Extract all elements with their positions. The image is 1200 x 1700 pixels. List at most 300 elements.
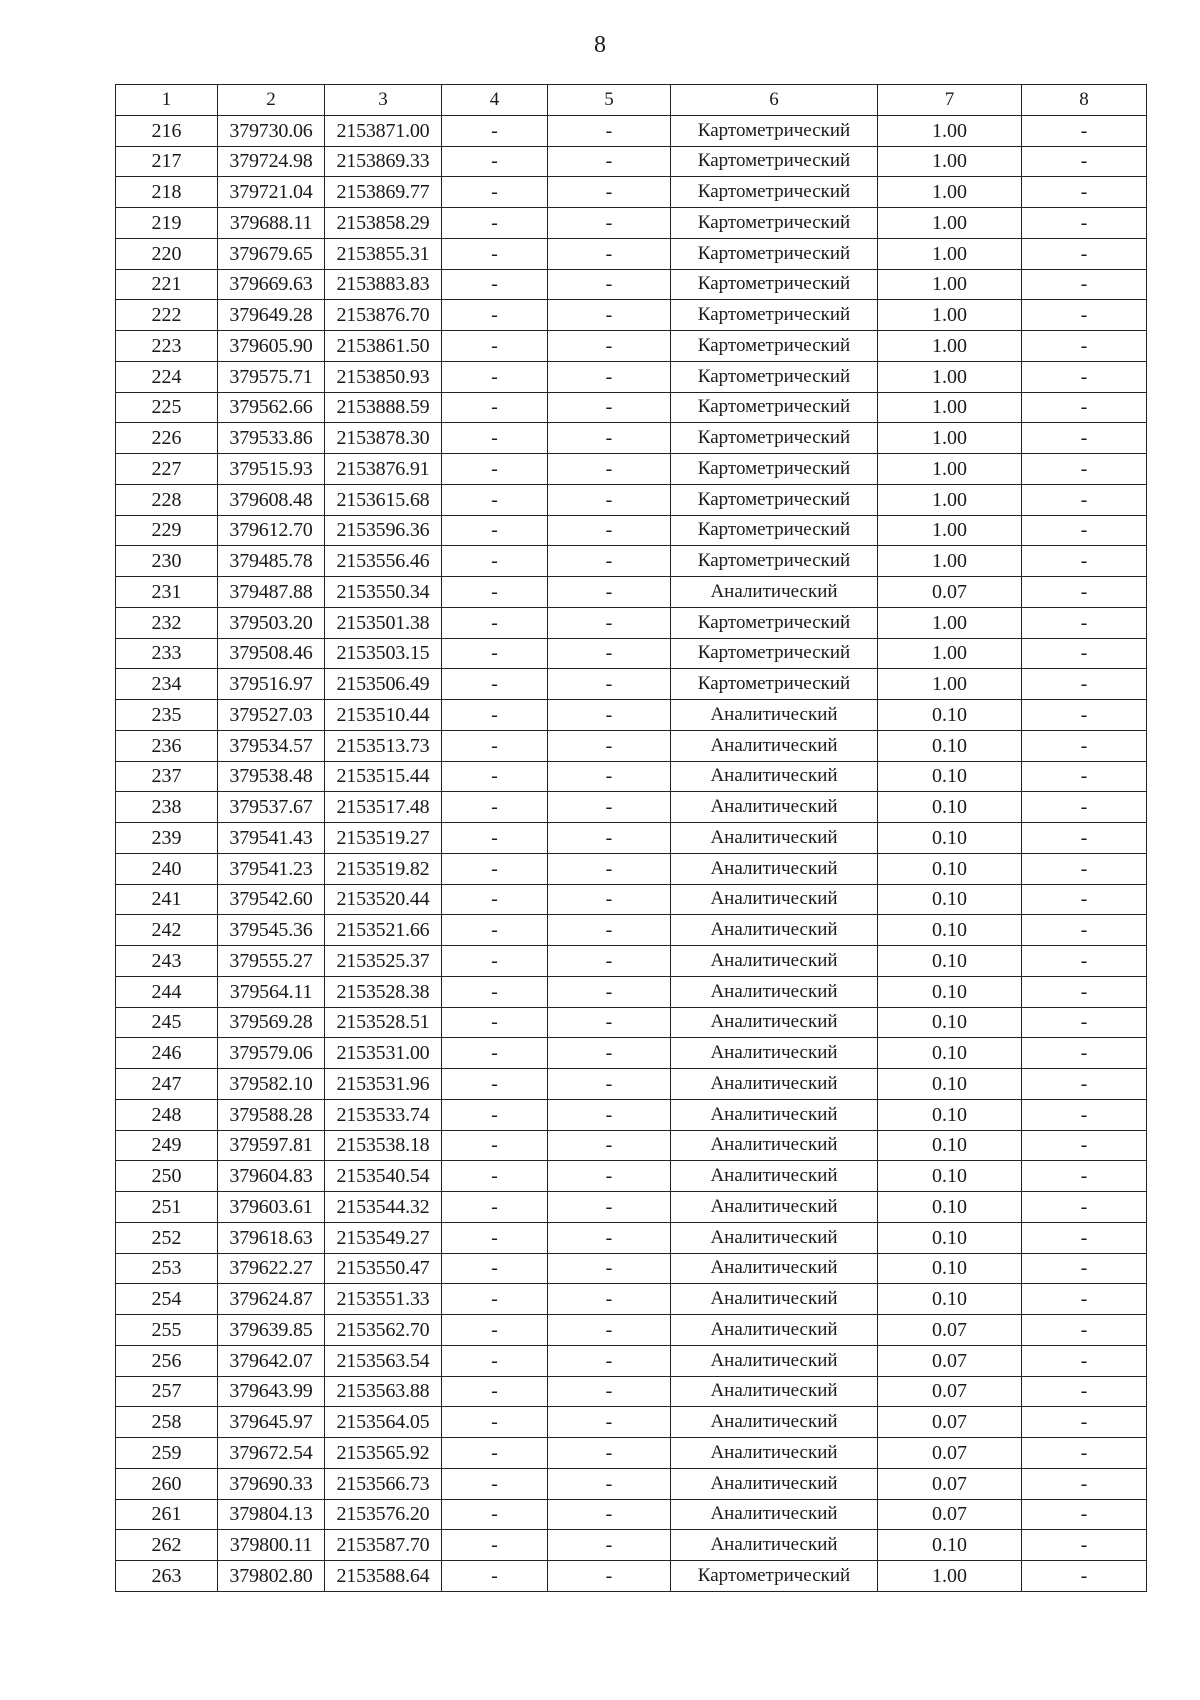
column-8-cell: - [1022, 331, 1147, 362]
point-number-cell: 218 [116, 177, 218, 208]
table-row [116, 1561, 1147, 1592]
column-header-7: 7 [878, 85, 1022, 116]
column-4-cell: - [442, 577, 548, 608]
table-row [116, 1376, 1147, 1407]
table-row [116, 1192, 1147, 1223]
method-cell: Аналитический [671, 1468, 878, 1499]
table-row [116, 1038, 1147, 1069]
x-coordinate-cell: 379639.85 [218, 1315, 325, 1346]
x-coordinate-cell: 379582.10 [218, 1069, 325, 1100]
page-number: 8 [594, 32, 606, 58]
column-5-cell: - [548, 1284, 671, 1315]
accuracy-cell: 0.10 [878, 1530, 1022, 1561]
column-4-cell: - [442, 1222, 548, 1253]
method-cell: Картометрический [671, 1561, 878, 1592]
table-row [116, 515, 1147, 546]
column-4-cell: - [442, 1253, 548, 1284]
table-row [116, 884, 1147, 915]
accuracy-cell: 1.00 [878, 146, 1022, 177]
column-8-cell: - [1022, 423, 1147, 454]
point-number-cell: 242 [116, 915, 218, 946]
accuracy-cell: 0.07 [878, 1345, 1022, 1376]
table-row [116, 1222, 1147, 1253]
column-8-cell: - [1022, 823, 1147, 854]
column-4-cell: - [442, 915, 548, 946]
point-number-cell: 256 [116, 1345, 218, 1376]
column-8-cell: - [1022, 1561, 1147, 1592]
method-cell: Картометрический [671, 177, 878, 208]
y-coordinate-cell: 2153563.54 [325, 1345, 442, 1376]
point-number-cell: 224 [116, 361, 218, 392]
column-4-cell: - [442, 1069, 548, 1100]
column-5-cell: - [548, 792, 671, 823]
column-5-cell: - [548, 515, 671, 546]
column-4-cell: - [442, 761, 548, 792]
accuracy-cell: 1.00 [878, 238, 1022, 269]
table-row [116, 1161, 1147, 1192]
column-8-cell: - [1022, 115, 1147, 146]
y-coordinate-cell: 2153876.91 [325, 454, 442, 485]
method-cell: Аналитический [671, 976, 878, 1007]
column-5-cell: - [548, 638, 671, 669]
column-4-cell: - [442, 1561, 548, 1592]
y-coordinate-cell: 2153538.18 [325, 1130, 442, 1161]
table-row [116, 607, 1147, 638]
x-coordinate-cell: 379487.88 [218, 577, 325, 608]
x-coordinate-cell: 379537.67 [218, 792, 325, 823]
x-coordinate-cell: 379730.06 [218, 115, 325, 146]
x-coordinate-cell: 379516.97 [218, 669, 325, 700]
column-4-cell: - [442, 1376, 548, 1407]
column-5-cell: - [548, 1192, 671, 1223]
column-5-cell: - [548, 1038, 671, 1069]
method-cell: Аналитический [671, 577, 878, 608]
table-row [116, 1284, 1147, 1315]
column-8-cell: - [1022, 976, 1147, 1007]
method-cell: Картометрический [671, 484, 878, 515]
x-coordinate-cell: 379503.20 [218, 607, 325, 638]
method-cell: Картометрический [671, 269, 878, 300]
column-5-cell: - [548, 546, 671, 577]
column-4-cell: - [442, 1315, 548, 1346]
point-number-cell: 243 [116, 946, 218, 977]
column-4-cell: - [442, 269, 548, 300]
y-coordinate-cell: 2153566.73 [325, 1468, 442, 1499]
table-row [116, 761, 1147, 792]
point-number-cell: 244 [116, 976, 218, 1007]
column-5-cell: - [548, 1561, 671, 1592]
x-coordinate-cell: 379643.99 [218, 1376, 325, 1407]
table-row [116, 1099, 1147, 1130]
column-5-cell: - [548, 1130, 671, 1161]
column-4-cell: - [442, 392, 548, 423]
column-header-4: 4 [442, 85, 548, 116]
column-5-cell: - [548, 1315, 671, 1346]
method-cell: Картометрический [671, 546, 878, 577]
x-coordinate-cell: 379721.04 [218, 177, 325, 208]
y-coordinate-cell: 2153551.33 [325, 1284, 442, 1315]
point-number-cell: 258 [116, 1407, 218, 1438]
column-8-cell: - [1022, 853, 1147, 884]
table-row [116, 423, 1147, 454]
table-row [116, 1345, 1147, 1376]
column-4-cell: - [442, 730, 548, 761]
accuracy-cell: 0.10 [878, 1222, 1022, 1253]
accuracy-cell: 0.07 [878, 1315, 1022, 1346]
column-5-cell: - [548, 915, 671, 946]
column-4-cell: - [442, 1130, 548, 1161]
y-coordinate-cell: 2153565.92 [325, 1438, 442, 1469]
table-row [116, 331, 1147, 362]
column-4-cell: - [442, 423, 548, 454]
y-coordinate-cell: 2153556.46 [325, 546, 442, 577]
point-number-cell: 239 [116, 823, 218, 854]
method-cell: Картометрический [671, 361, 878, 392]
table-row [116, 1253, 1147, 1284]
column-5-cell: - [548, 853, 671, 884]
table-row [116, 361, 1147, 392]
table-row [116, 1407, 1147, 1438]
table-row [116, 976, 1147, 1007]
column-8-cell: - [1022, 1192, 1147, 1223]
point-number-cell: 219 [116, 208, 218, 239]
point-number-cell: 229 [116, 515, 218, 546]
column-4-cell: - [442, 853, 548, 884]
method-cell: Аналитический [671, 761, 878, 792]
accuracy-cell: 1.00 [878, 484, 1022, 515]
point-number-cell: 245 [116, 1007, 218, 1038]
column-8-cell: - [1022, 915, 1147, 946]
method-cell: Аналитический [671, 1315, 878, 1346]
x-coordinate-cell: 379545.36 [218, 915, 325, 946]
point-number-cell: 221 [116, 269, 218, 300]
point-number-cell: 254 [116, 1284, 218, 1315]
method-cell: Аналитический [671, 1407, 878, 1438]
column-5-cell: - [548, 607, 671, 638]
column-8-cell: - [1022, 1222, 1147, 1253]
column-4-cell: - [442, 208, 548, 239]
column-5-cell: - [548, 577, 671, 608]
method-cell: Картометрический [671, 607, 878, 638]
column-5-cell: - [548, 1530, 671, 1561]
x-coordinate-cell: 379575.71 [218, 361, 325, 392]
y-coordinate-cell: 2153888.59 [325, 392, 442, 423]
accuracy-cell: 0.07 [878, 1468, 1022, 1499]
accuracy-cell: 0.10 [878, 823, 1022, 854]
accuracy-cell: 0.10 [878, 946, 1022, 977]
accuracy-cell: 0.10 [878, 1284, 1022, 1315]
point-number-cell: 222 [116, 300, 218, 331]
accuracy-cell: 0.10 [878, 792, 1022, 823]
accuracy-cell: 1.00 [878, 454, 1022, 485]
y-coordinate-cell: 2153517.48 [325, 792, 442, 823]
table-row [116, 484, 1147, 515]
table-row [116, 1468, 1147, 1499]
column-5-cell: - [548, 1345, 671, 1376]
table-row [116, 454, 1147, 485]
column-8-cell: - [1022, 1315, 1147, 1346]
point-number-cell: 237 [116, 761, 218, 792]
column-4-cell: - [442, 238, 548, 269]
y-coordinate-cell: 2153588.64 [325, 1561, 442, 1592]
column-8-cell: - [1022, 792, 1147, 823]
method-cell: Аналитический [671, 1161, 878, 1192]
y-coordinate-cell: 2153533.74 [325, 1099, 442, 1130]
column-5-cell: - [548, 823, 671, 854]
point-number-cell: 223 [116, 331, 218, 362]
y-coordinate-cell: 2153883.83 [325, 269, 442, 300]
y-coordinate-cell: 2153858.29 [325, 208, 442, 239]
point-number-cell: 233 [116, 638, 218, 669]
column-5-cell: - [548, 115, 671, 146]
accuracy-cell: 0.10 [878, 884, 1022, 915]
column-4-cell: - [442, 792, 548, 823]
accuracy-cell: 0.07 [878, 1407, 1022, 1438]
accuracy-cell: 0.10 [878, 1192, 1022, 1223]
column-4-cell: - [442, 1161, 548, 1192]
method-cell: Аналитический [671, 1038, 878, 1069]
column-4-cell: - [442, 454, 548, 485]
point-number-cell: 226 [116, 423, 218, 454]
y-coordinate-cell: 2153528.38 [325, 976, 442, 1007]
column-5-cell: - [548, 1222, 671, 1253]
y-coordinate-cell: 2153528.51 [325, 1007, 442, 1038]
x-coordinate-cell: 379603.61 [218, 1192, 325, 1223]
point-number-cell: 235 [116, 700, 218, 731]
column-8-cell: - [1022, 454, 1147, 485]
column-5-cell: - [548, 1407, 671, 1438]
column-8-cell: - [1022, 607, 1147, 638]
column-5-cell: - [548, 1438, 671, 1469]
accuracy-cell: 0.07 [878, 577, 1022, 608]
method-cell: Картометрический [671, 238, 878, 269]
column-8-cell: - [1022, 1345, 1147, 1376]
y-coordinate-cell: 2153531.96 [325, 1069, 442, 1100]
accuracy-cell: 0.10 [878, 761, 1022, 792]
point-number-cell: 246 [116, 1038, 218, 1069]
column-8-cell: - [1022, 638, 1147, 669]
x-coordinate-cell: 379612.70 [218, 515, 325, 546]
x-coordinate-cell: 379555.27 [218, 946, 325, 977]
point-number-cell: 230 [116, 546, 218, 577]
x-coordinate-cell: 379485.78 [218, 546, 325, 577]
column-5-cell: - [548, 300, 671, 331]
table-header [116, 85, 1147, 116]
column-4-cell: - [442, 1007, 548, 1038]
point-number-cell: 240 [116, 853, 218, 884]
y-coordinate-cell: 2153520.44 [325, 884, 442, 915]
column-4-cell: - [442, 1284, 548, 1315]
point-number-cell: 241 [116, 884, 218, 915]
point-number-cell: 251 [116, 1192, 218, 1223]
y-coordinate-cell: 2153515.44 [325, 761, 442, 792]
column-4-cell: - [442, 515, 548, 546]
column-8-cell: - [1022, 577, 1147, 608]
column-5-cell: - [548, 423, 671, 454]
column-8-cell: - [1022, 1468, 1147, 1499]
column-5-cell: - [548, 761, 671, 792]
column-5-cell: - [548, 484, 671, 515]
table-row [116, 1130, 1147, 1161]
method-cell: Аналитический [671, 1345, 878, 1376]
accuracy-cell: 1.00 [878, 1561, 1022, 1592]
column-5-cell: - [548, 1161, 671, 1192]
column-4-cell: - [442, 1499, 548, 1530]
table-row [116, 177, 1147, 208]
column-5-cell: - [548, 1007, 671, 1038]
table-row [116, 853, 1147, 884]
column-8-cell: - [1022, 669, 1147, 700]
x-coordinate-cell: 379618.63 [218, 1222, 325, 1253]
x-coordinate-cell: 379541.23 [218, 853, 325, 884]
column-5-cell: - [548, 269, 671, 300]
accuracy-cell: 1.00 [878, 361, 1022, 392]
point-number-cell: 260 [116, 1468, 218, 1499]
accuracy-cell: 1.00 [878, 331, 1022, 362]
column-header-8: 8 [1022, 85, 1147, 116]
column-5-cell: - [548, 1069, 671, 1100]
column-4-cell: - [442, 1407, 548, 1438]
point-number-cell: 259 [116, 1438, 218, 1469]
column-4-cell: - [442, 115, 548, 146]
x-coordinate-cell: 379802.80 [218, 1561, 325, 1592]
method-cell: Аналитический [671, 1192, 878, 1223]
accuracy-cell: 0.10 [878, 700, 1022, 731]
column-8-cell: - [1022, 1069, 1147, 1100]
column-8-cell: - [1022, 1130, 1147, 1161]
column-4-cell: - [442, 1192, 548, 1223]
column-5-cell: - [548, 238, 671, 269]
table-row [116, 792, 1147, 823]
accuracy-cell: 1.00 [878, 269, 1022, 300]
column-8-cell: - [1022, 1376, 1147, 1407]
x-coordinate-cell: 379579.06 [218, 1038, 325, 1069]
column-5-cell: - [548, 1376, 671, 1407]
method-cell: Картометрический [671, 669, 878, 700]
column-5-cell: - [548, 884, 671, 915]
header-row [116, 85, 1147, 116]
x-coordinate-cell: 379622.27 [218, 1253, 325, 1284]
table-row [116, 700, 1147, 731]
accuracy-cell: 0.07 [878, 1499, 1022, 1530]
column-8-cell: - [1022, 546, 1147, 577]
method-cell: Аналитический [671, 1253, 878, 1284]
x-coordinate-cell: 379804.13 [218, 1499, 325, 1530]
x-coordinate-cell: 379541.43 [218, 823, 325, 854]
method-cell: Аналитический [671, 1530, 878, 1561]
method-cell: Аналитический [671, 1284, 878, 1315]
coordinates-table [115, 84, 1147, 1592]
table-body [116, 115, 1147, 1591]
method-cell: Картометрический [671, 331, 878, 362]
column-8-cell: - [1022, 1438, 1147, 1469]
y-coordinate-cell: 2153564.05 [325, 1407, 442, 1438]
method-cell: Аналитический [671, 823, 878, 854]
y-coordinate-cell: 2153521.66 [325, 915, 442, 946]
y-coordinate-cell: 2153869.33 [325, 146, 442, 177]
x-coordinate-cell: 379642.07 [218, 1345, 325, 1376]
column-header-5: 5 [548, 85, 671, 116]
method-cell: Картометрический [671, 515, 878, 546]
column-4-cell: - [442, 484, 548, 515]
point-number-cell: 263 [116, 1561, 218, 1592]
method-cell: Картометрический [671, 208, 878, 239]
x-coordinate-cell: 379669.63 [218, 269, 325, 300]
method-cell: Аналитический [671, 792, 878, 823]
y-coordinate-cell: 2153531.00 [325, 1038, 442, 1069]
table-row [116, 1007, 1147, 1038]
point-number-cell: 262 [116, 1530, 218, 1561]
column-4-cell: - [442, 546, 548, 577]
column-4-cell: - [442, 976, 548, 1007]
column-5-cell: - [548, 1468, 671, 1499]
x-coordinate-cell: 379569.28 [218, 1007, 325, 1038]
x-coordinate-cell: 379690.33 [218, 1468, 325, 1499]
column-4-cell: - [442, 1530, 548, 1561]
column-4-cell: - [442, 946, 548, 977]
y-coordinate-cell: 2153878.30 [325, 423, 442, 454]
column-5-cell: - [548, 1099, 671, 1130]
column-5-cell: - [548, 331, 671, 362]
method-cell: Аналитический [671, 915, 878, 946]
method-cell: Аналитический [671, 1007, 878, 1038]
accuracy-cell: 0.10 [878, 1007, 1022, 1038]
point-number-cell: 261 [116, 1499, 218, 1530]
x-coordinate-cell: 379534.57 [218, 730, 325, 761]
x-coordinate-cell: 379515.93 [218, 454, 325, 485]
y-coordinate-cell: 2153563.88 [325, 1376, 442, 1407]
column-8-cell: - [1022, 1284, 1147, 1315]
point-number-cell: 249 [116, 1130, 218, 1161]
table-row [116, 669, 1147, 700]
column-8-cell: - [1022, 1407, 1147, 1438]
x-coordinate-cell: 379564.11 [218, 976, 325, 1007]
column-8-cell: - [1022, 761, 1147, 792]
column-8-cell: - [1022, 392, 1147, 423]
x-coordinate-cell: 379533.86 [218, 423, 325, 454]
y-coordinate-cell: 2153525.37 [325, 946, 442, 977]
table-row [116, 546, 1147, 577]
column-header-2: 2 [218, 85, 325, 116]
method-cell: Картометрический [671, 392, 878, 423]
method-cell: Картометрический [671, 300, 878, 331]
y-coordinate-cell: 2153876.70 [325, 300, 442, 331]
method-cell: Аналитический [671, 1222, 878, 1253]
column-8-cell: - [1022, 177, 1147, 208]
column-header-3: 3 [325, 85, 442, 116]
column-header-6: 6 [671, 85, 878, 116]
x-coordinate-cell: 379588.28 [218, 1099, 325, 1130]
accuracy-cell: 1.00 [878, 546, 1022, 577]
column-8-cell: - [1022, 484, 1147, 515]
x-coordinate-cell: 379562.66 [218, 392, 325, 423]
column-8-cell: - [1022, 208, 1147, 239]
method-cell: Аналитический [671, 853, 878, 884]
y-coordinate-cell: 2153503.15 [325, 638, 442, 669]
column-8-cell: - [1022, 1253, 1147, 1284]
accuracy-cell: 0.07 [878, 1438, 1022, 1469]
accuracy-cell: 1.00 [878, 177, 1022, 208]
accuracy-cell: 0.10 [878, 853, 1022, 884]
column-5-cell: - [548, 700, 671, 731]
x-coordinate-cell: 379508.46 [218, 638, 325, 669]
y-coordinate-cell: 2153519.27 [325, 823, 442, 854]
point-number-cell: 257 [116, 1376, 218, 1407]
accuracy-cell: 1.00 [878, 638, 1022, 669]
x-coordinate-cell: 379527.03 [218, 700, 325, 731]
table-row [116, 577, 1147, 608]
point-number-cell: 247 [116, 1069, 218, 1100]
